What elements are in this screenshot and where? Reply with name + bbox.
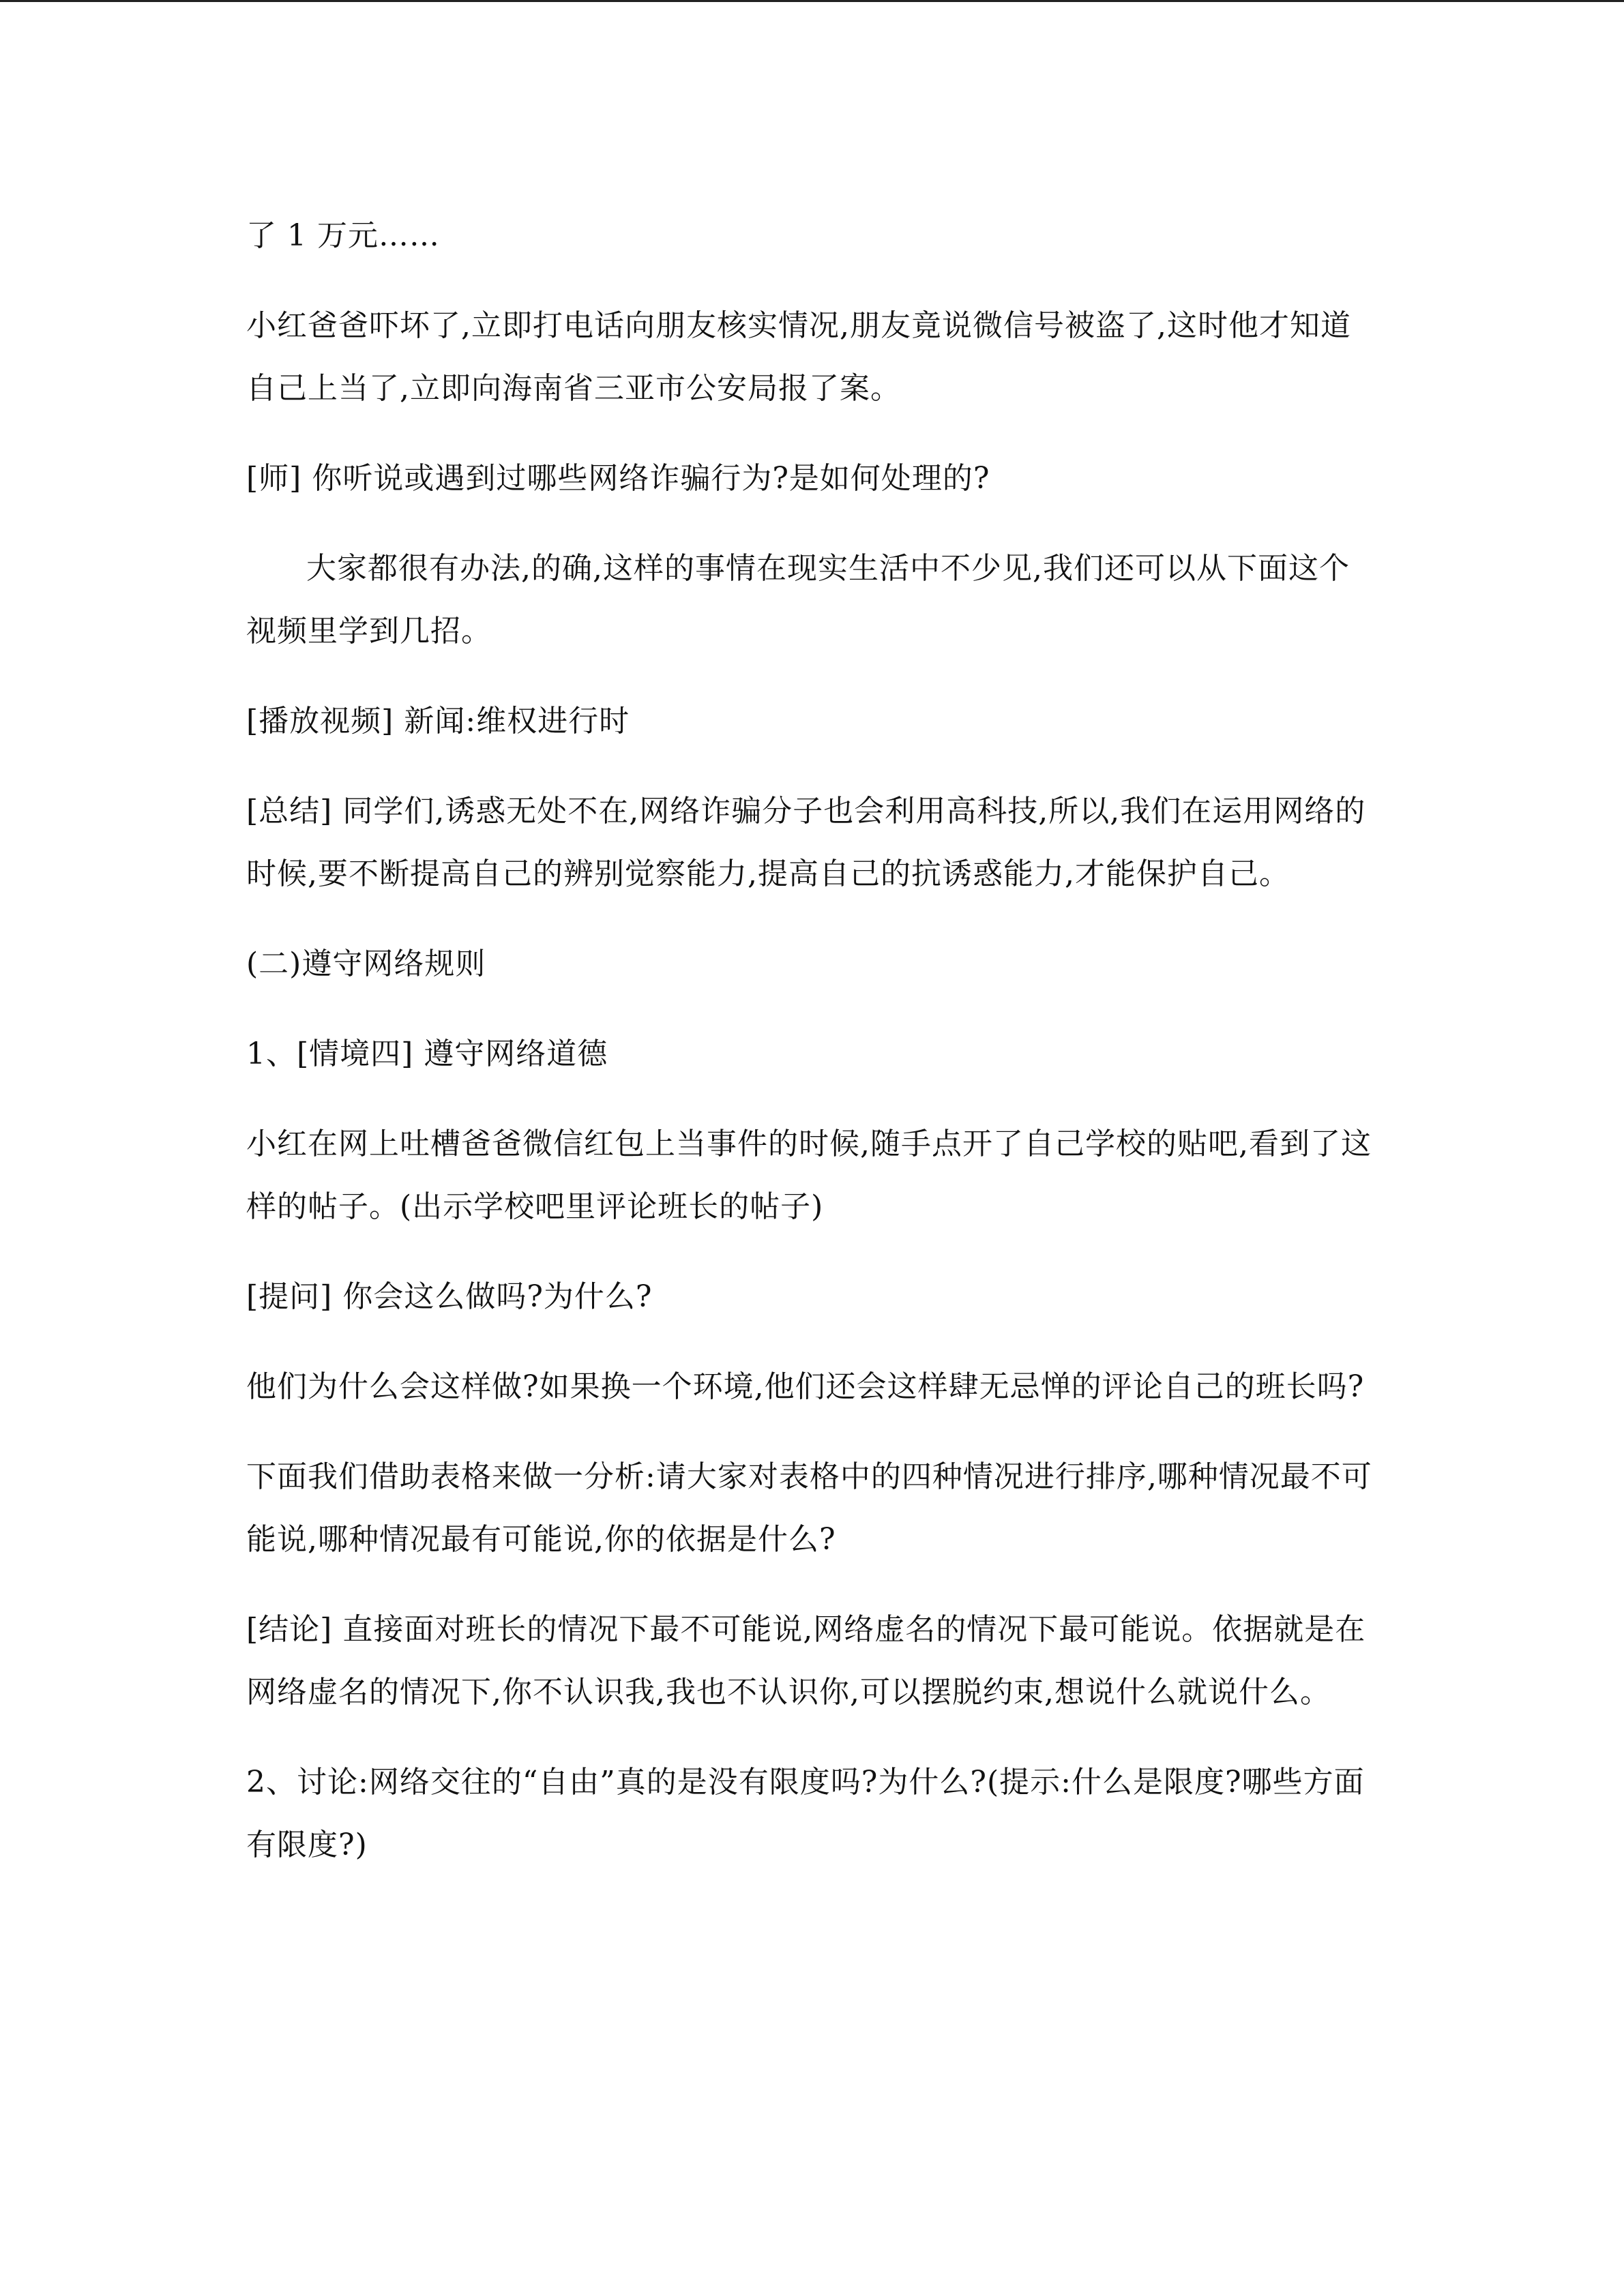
paragraph-video-intro: 大家都很有办法,的确,这样的事情在现实生活中不少见,我们还可以从下面这个视频里学到几招。	[246, 551, 1350, 648]
section-heading-rules: (二)遵守网络规则	[246, 946, 486, 981]
paragraph-father-scared: 小红爸爸吓坏了,立即打电话向朋友核实情况,朋友竟说微信号被盗了,这时他才知道自己上当了,立即向海南省三亚市公安局报了案。	[246, 308, 1351, 406]
paragraph-question: [提问] 你会这么做吗?为什么?	[246, 1279, 653, 1314]
paragraph-why: 他们为什么会这样做?如果换一个环境,他们还会这样肆无忌惮的评论自己的班长吗?	[246, 1369, 1365, 1404]
paragraph-amount: 了 1 万元……	[246, 218, 440, 253]
document-page	[246, 205, 1378, 1904]
page-top-border	[0, 0, 1624, 2]
paragraph-scenario-four: 1、[情境四] 遵守网络道德	[246, 1037, 608, 1071]
paragraph-conclusion: [结论] 直接面对班长的情况下最不可能说,网络虚名的情况下最可能说。依据就是在网络虚名的情况下,你不认识我,我也不认识你,可以摆脱约束,想说什么就说什么。	[246, 1612, 1366, 1710]
paragraph-table-analysis: 下面我们借助表格来做一分析:请大家对表格中的四种情况进行排序,哪种情况最不可能说,哪种情况最有可能说,你的依据是什么?	[246, 1459, 1372, 1557]
paragraph-play-video: [播放视频] 新闻:维权进行时	[246, 704, 630, 739]
paragraph-discussion: 2、讨论:网络交往的“自由”真的是没有限度吗?为什么?(提示:什么是限度?哪些方面有限度?)	[246, 1765, 1365, 1862]
paragraph-forum-post: 小红在网上吐槽爸爸微信红包上当事件的时候,随手点开了自己学校的贴吧,看到了这样的帖子。(出示学校吧里评论班长的帖子)	[246, 1127, 1372, 1224]
paragraph-summary: [总结] 同学们,诱惑无处不在,网络诈骗分子也会利用高科技,所以,我们在运用网络的时候,要不断提高自己的辨别觉察能力,提高自己的抗诱惑能力,才能保护自己。	[246, 794, 1366, 891]
paragraph-teacher-question: [师] 你听说或遇到过哪些网络诈骗行为?是如何处理的?	[246, 461, 990, 496]
